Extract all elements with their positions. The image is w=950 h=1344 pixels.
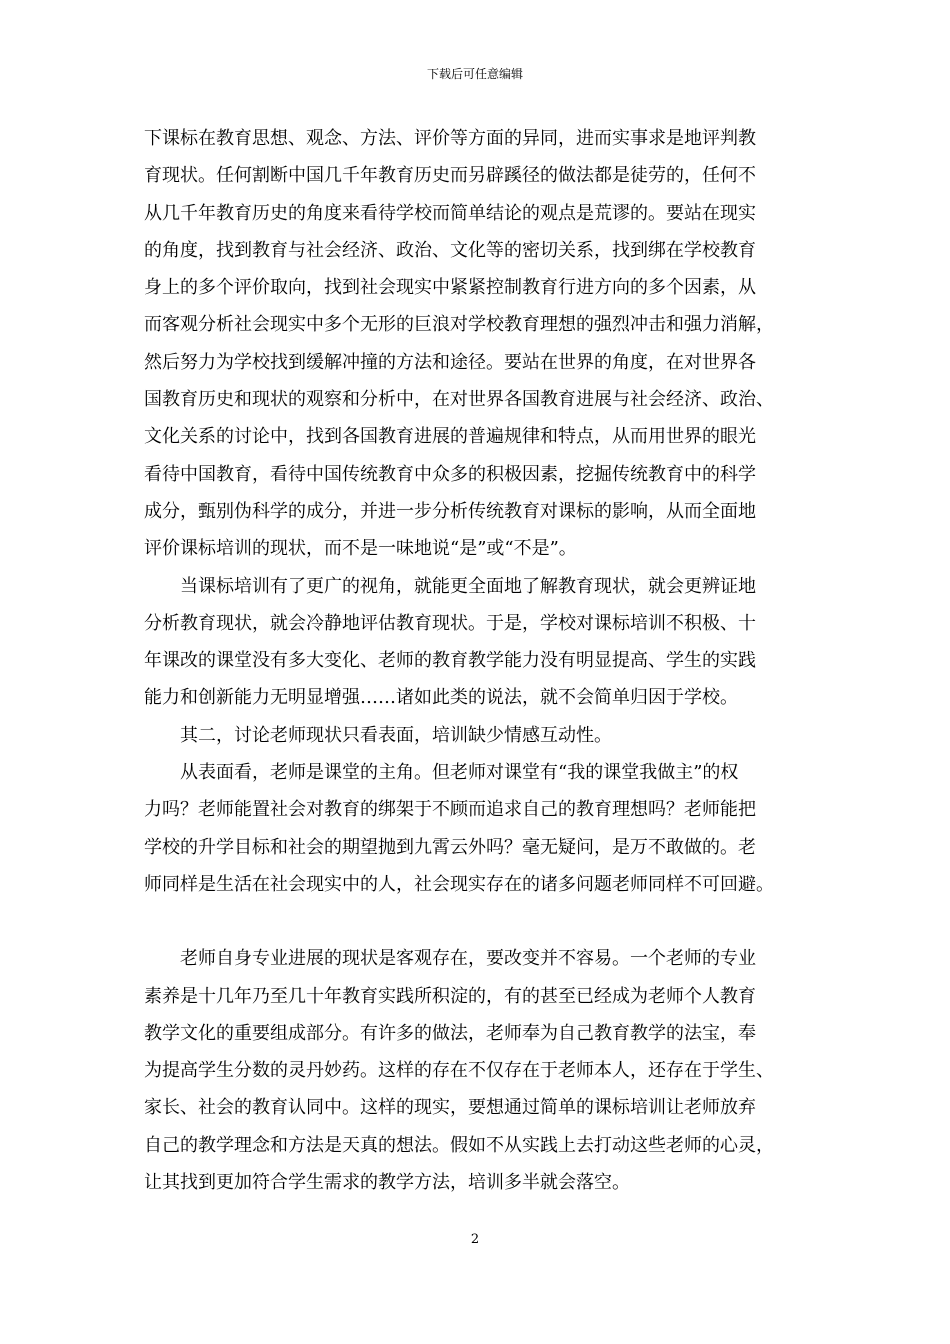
text-line: 的角度，找到教育与社会经济、政治、文化等的密切关系，找到绑在学校教育 bbox=[144, 239, 756, 261]
text-line: 分析教育现状，就会冷静地评估教育现状。于是，学校对课标培训不积极、十 bbox=[144, 612, 756, 634]
text-line: 自己的教学理念和方法是天真的想法。假如不从实践上去打动这些老师的心灵， bbox=[144, 1134, 774, 1156]
text-line: 老师自身专业进展的现状是客观存在，要改变并不容易。一个老师的专业 bbox=[180, 948, 756, 970]
text-line: 下课标在教育思想、观念、方法、评价等方面的异同，进而实事求是地评判教 bbox=[144, 128, 756, 149]
text-line: 然后努力为学校找到缓解冲撞的方法和途径。要站在世界的角度，在对世界各 bbox=[144, 351, 756, 373]
text-line: 文化关系的讨论中，找到各国教育进展的普遍规律和特点，从而用世界的眼光 bbox=[144, 426, 756, 448]
text-line: 从表面看，老师是课堂的主角。但老师对课堂有“我的课堂我做主”的权 bbox=[180, 762, 739, 784]
page-number: 2 bbox=[470, 1232, 480, 1247]
page-header: 下载后可任意编辑 bbox=[426, 67, 523, 81]
paragraph bbox=[144, 940, 828, 1201]
text-line: 当课标培训有了更广的视角，就能更全面地了解教育现状，就会更辨证地 bbox=[180, 575, 756, 597]
text-line: 力吗？老师能置社会对教育的绑架于不顾而追求自己的教育理想吗？老师能把 bbox=[144, 799, 756, 821]
text-line: 师同样是生活在社会现实中的人，社会现实存在的诸多问题老师同样不可回避。 bbox=[144, 873, 774, 895]
text-line: 为提高学生分数的灵丹妙药。这样的存在不仅存在于老师本人，还存在于学生、 bbox=[144, 1060, 774, 1082]
text-line: 素养是十几年乃至几十年教育实践所积淀的，有的甚至已经成为老师个人教育 bbox=[144, 985, 756, 1007]
text-line: 年课改的课堂没有多大变化、老师的教育教学能力没有明显提高、学生的实践 bbox=[144, 650, 756, 672]
text-line: 育现状。任何割断中国几千年教育历史而另辟蹊径的做法都是徒劳的，任何不 bbox=[144, 165, 756, 187]
paragraph bbox=[144, 717, 828, 754]
text-line: 从几千年教育历史的角度来看待学校而简单结论的观点是荒谬的。要站在现实 bbox=[144, 202, 756, 224]
text-line: 教学文化的重要组成部分。有许多的做法，老师奉为自己教育教学的法宝，奉 bbox=[144, 1022, 756, 1044]
text-line: 看待中国教育，看待中国传统教育中众多的积极因素，挖掘传统教育中的科学 bbox=[144, 463, 756, 485]
paragraph-spacer bbox=[144, 903, 828, 940]
text-line: 身上的多个评价取向，找到社会现实中紧紧控制教育行进方向的多个因素，从 bbox=[144, 277, 756, 299]
document-body bbox=[144, 120, 828, 1201]
paragraph bbox=[144, 754, 828, 903]
paragraph bbox=[144, 568, 828, 717]
text-line: 评价课标培训的现状，而不是一味地说“是”或“不是”。 bbox=[144, 538, 577, 560]
text-line: 学校的升学目标和社会的期望抛到九霄云外吗？毫无疑问，是万不敢做的。老 bbox=[144, 836, 756, 858]
text-line: 而客观分析社会现实中多个无形的巨浪对学校教育理想的强烈冲击和强力消解， bbox=[144, 314, 774, 336]
text-line: 其二，讨论老师现状只看表面，培训缺少情感互动性。 bbox=[180, 724, 612, 746]
text-line: 让其找到更加符合学生需求的教学方法，培训多半就会落空。 bbox=[144, 1172, 630, 1194]
text-line: 能力和创新能力无明显增强……诸如此类的说法，就不会简单归因于学校。 bbox=[144, 687, 738, 709]
text-line: 家长、社会的教育认同中。这样的现实，要想通过简单的课标培训让老师放弃 bbox=[144, 1097, 756, 1119]
text-line: 成分，甄别伪科学的成分，并进一步分析传统教育对课标的影响，从而全面地 bbox=[144, 500, 756, 522]
paragraph bbox=[144, 120, 828, 568]
text-line: 国教育历史和现状的观察和分析中，在对世界各国教育进展与社会经济、政治、 bbox=[144, 389, 774, 411]
